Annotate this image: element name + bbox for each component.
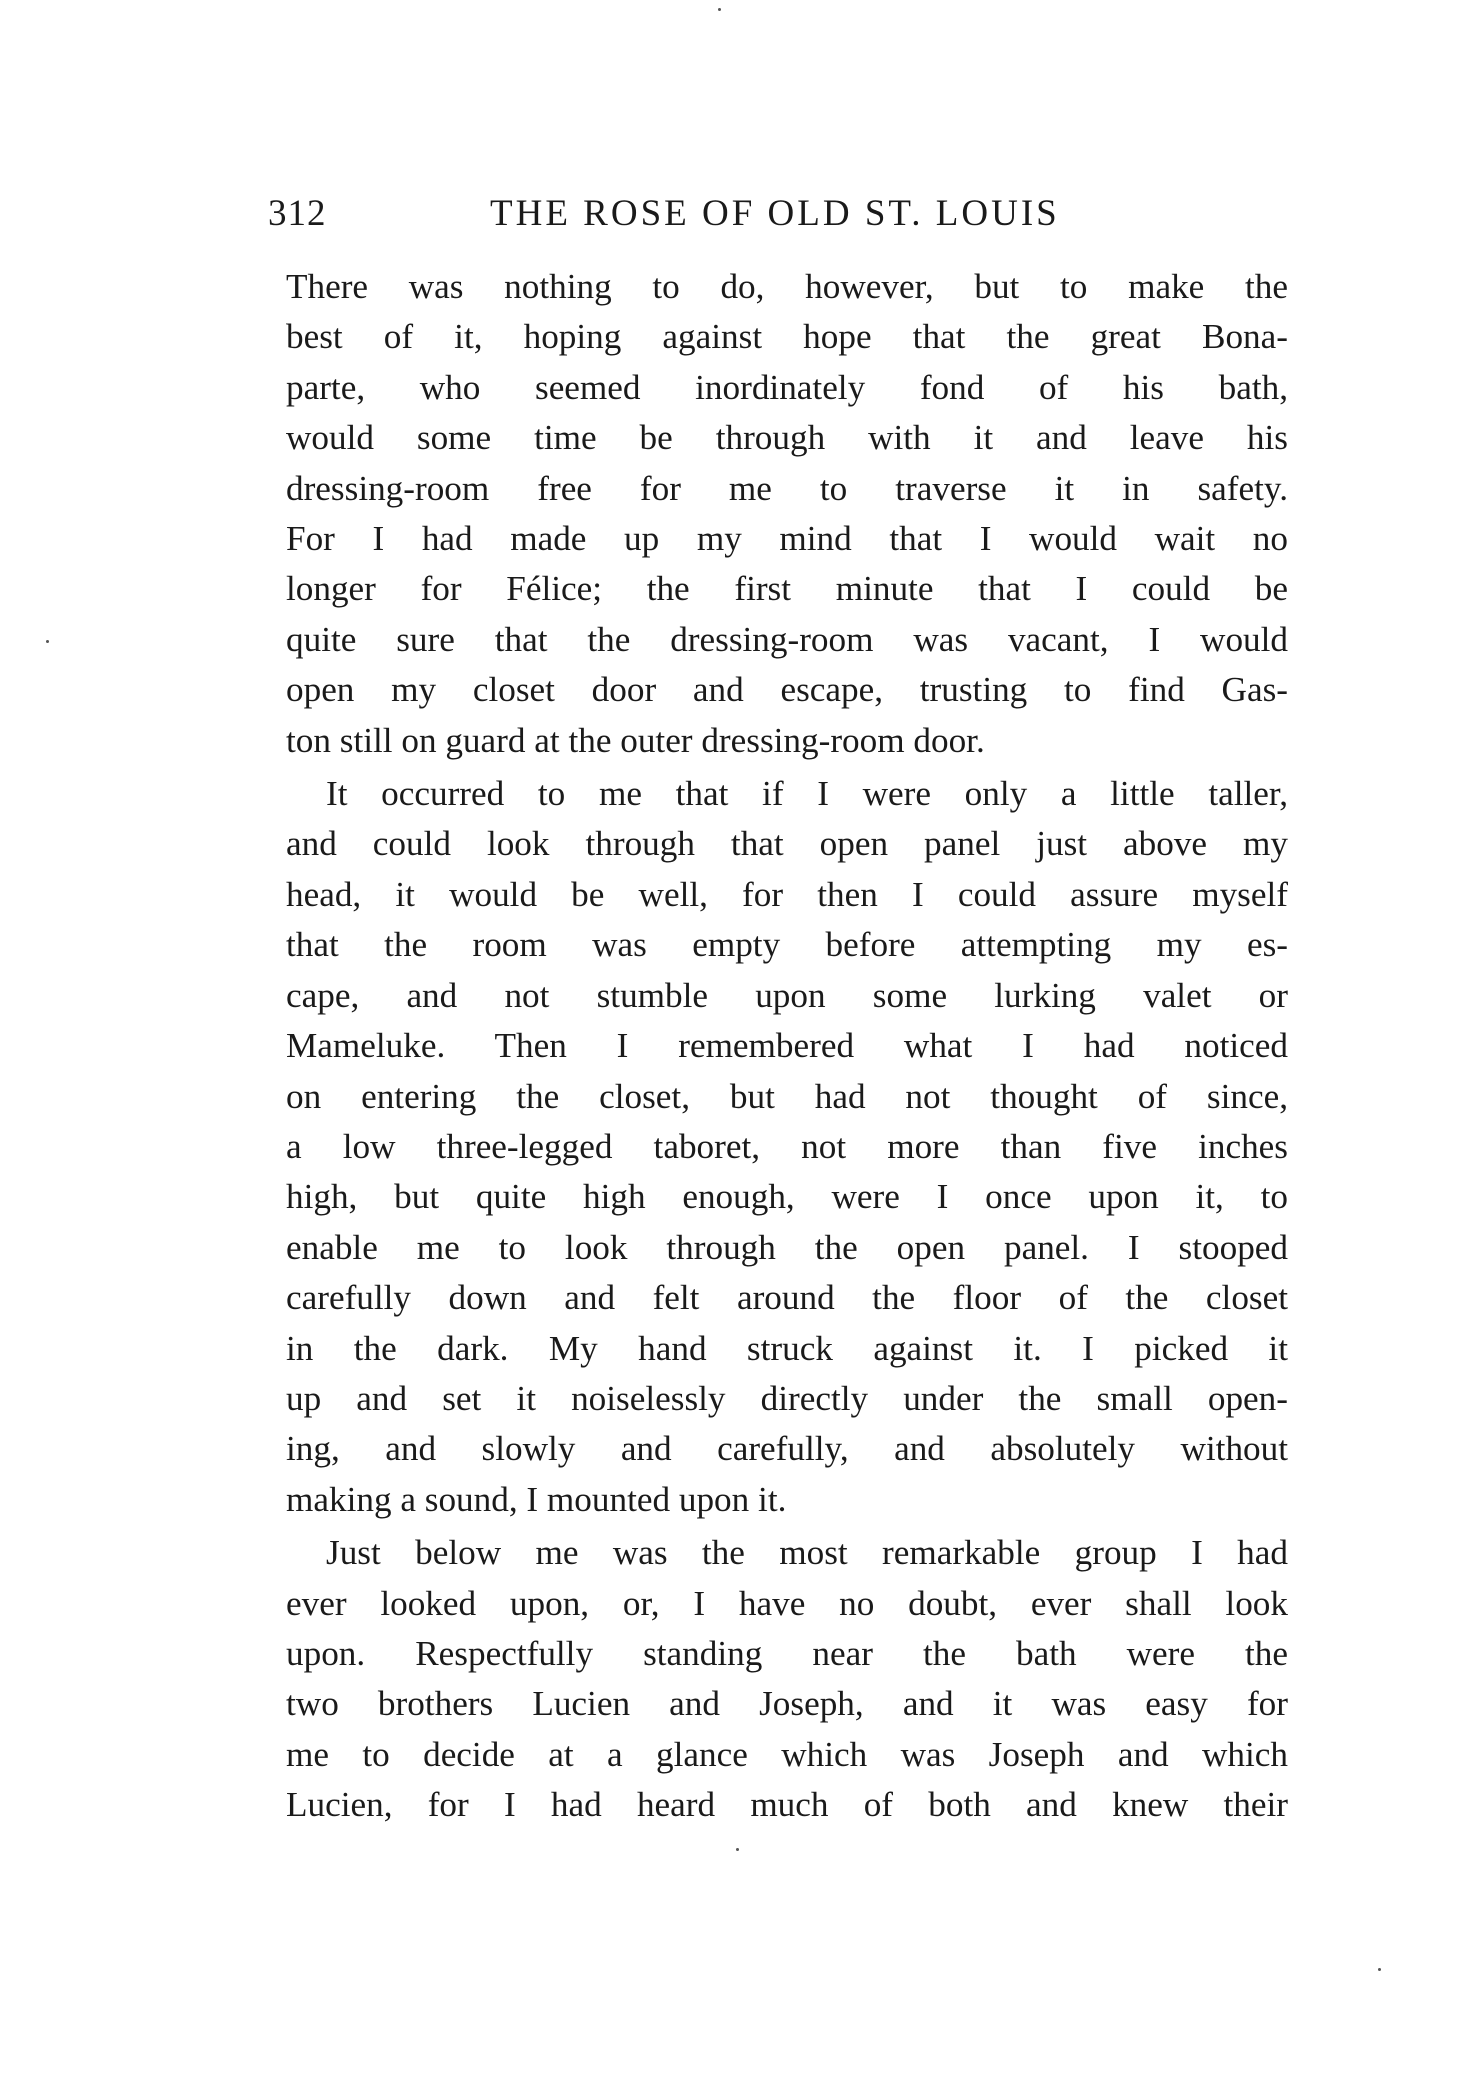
text-line: cape, and not stumble upon some lurking valet or <box>286 975 1288 1015</box>
text-line: ever looked upon, or, I have no doubt, ever shall look <box>286 1583 1288 1623</box>
text-line: open my closet door and escape, trusting to find Gas- <box>286 670 1288 710</box>
text-line: best of it, hoping against hope that the great Bona- <box>286 317 1288 357</box>
text-line: high, but quite high enough, were I once upon it, to <box>286 1177 1288 1217</box>
text-line: parte, who seemed inordinately fond of his bath, <box>286 367 1288 407</box>
text-line: head, it would be well, for then I could assure myself <box>286 874 1288 914</box>
text-line: and could look through that open panel just above my <box>286 824 1288 864</box>
text-line: that the room was empty before attempting my es- <box>286 925 1288 965</box>
text-line: ton still on guard at the outer dressing-room door. <box>286 720 985 760</box>
paragraph <box>286 262 1288 766</box>
text-line: up and set it noiselessly directly under the small open- <box>286 1378 1288 1418</box>
scan-speck <box>1378 1968 1381 1971</box>
text-line: For I had made up my mind that I would wait no <box>286 519 1288 559</box>
text-line: longer for Félice; the first minute that I could be <box>286 569 1288 609</box>
text-line: Mameluke. Then I remembered what I had noticed <box>286 1026 1288 1066</box>
scan-speck <box>46 640 49 643</box>
text-line: Just below me was the most remarkable group I had <box>326 1533 1288 1573</box>
text-line: in the dark. My hand struck against it. I picked it <box>286 1328 1288 1368</box>
text-line: carefully down and felt around the floor of the closet <box>286 1278 1288 1318</box>
text-line: dressing-room free for me to traverse it in safety. <box>286 468 1288 508</box>
body-text <box>286 262 1288 1831</box>
text-line: upon. Respectfully standing near the bath were the <box>286 1633 1288 1673</box>
text-line: ing, and slowly and carefully, and absolutely without <box>286 1429 1288 1469</box>
paragraph <box>286 1528 1288 1830</box>
text-line: There was nothing to do, however, but to make the <box>286 267 1288 306</box>
text-line: two brothers Lucien and Joseph, and it was easy for <box>286 1684 1288 1724</box>
text-line: me to decide at a glance which was Joseph and which <box>286 1734 1288 1774</box>
running-title: THE ROSE OF OLD ST. LOUIS <box>490 193 1060 234</box>
scan-speck <box>736 1848 739 1851</box>
scan-speck <box>718 8 721 11</box>
text-line: would some time be through with it and leave his <box>286 418 1288 458</box>
text-line: quite sure that the dressing-room was vacant, I would <box>286 619 1288 659</box>
text-line: on entering the closet, but had not thought of since, <box>286 1076 1288 1116</box>
page-header <box>268 192 1292 252</box>
text-line: It occurred to me that if I were only a little taller, <box>326 774 1288 814</box>
text-line: Lucien, for I had heard much of both and knew their <box>286 1785 1288 1825</box>
paragraph <box>286 769 1288 1525</box>
page-number: 312 <box>268 193 327 234</box>
text-line: making a sound, I mounted upon it. <box>286 1479 787 1519</box>
text-line: a low three-legged taboret, not more than five inches <box>286 1126 1288 1166</box>
text-line: enable me to look through the open panel. I stooped <box>286 1227 1288 1267</box>
